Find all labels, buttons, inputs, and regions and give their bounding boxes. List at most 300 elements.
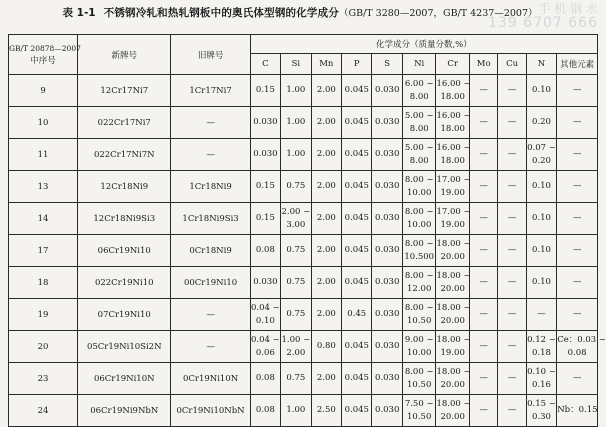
cell-old: 00Cr19Ni10 [171, 267, 250, 299]
cell-value: — [479, 373, 488, 383]
cell-value: — [479, 85, 488, 95]
cell-mo [469, 203, 497, 235]
cell-p [342, 107, 372, 139]
cell-value: 19.00 [440, 219, 465, 230]
cell-other [557, 235, 598, 267]
cell-c [250, 363, 280, 395]
cell-value: 0.045 [344, 213, 369, 223]
cell-value: 1.00 [286, 117, 306, 127]
cell-c [250, 107, 280, 139]
cell-value: 0.04 ~ [251, 334, 280, 345]
header-old-grade: 旧牌号 [171, 35, 250, 75]
cell-value: — [479, 149, 488, 159]
cell-other [557, 331, 606, 363]
cell-value: 19.00 [440, 187, 465, 198]
cell-value: — [507, 373, 517, 383]
cell-value: — [479, 181, 488, 191]
cell-cr [436, 139, 470, 171]
cell-mo [469, 363, 497, 395]
cell-seq: 9 [9, 75, 78, 107]
cell-value: 2.00 [316, 85, 336, 95]
cell-c [250, 75, 280, 107]
cell-value: 9.00 ~ [404, 334, 434, 345]
cell-value: 0.030 [375, 405, 400, 415]
table-body [9, 75, 606, 427]
cell-seq: 23 [9, 363, 78, 395]
cell-value: 0.10 ~ [527, 366, 556, 377]
cell-cr [436, 395, 470, 427]
cell-value: 0.12 ~ [527, 334, 556, 345]
cell-other [557, 299, 598, 331]
cell-value: 0.08 [255, 405, 275, 415]
cell-value: 18.00 [440, 91, 465, 102]
cell-p [342, 299, 372, 331]
cell-si [281, 395, 311, 427]
cell-si [281, 235, 311, 267]
cell-n [526, 395, 556, 427]
cell-value: 0.045 [344, 373, 369, 383]
header-seq [9, 35, 81, 75]
cell-value: 0.045 [344, 245, 369, 255]
cell-cu [498, 299, 526, 331]
cell-s [372, 331, 402, 363]
cell-cr [436, 203, 470, 235]
cell-new: 022Cr17Ni7N [78, 139, 171, 171]
cell-value: 18.00 ~ [436, 270, 471, 281]
watermark-phone: 139 6707 666 [488, 15, 598, 31]
cell-mn [311, 107, 341, 139]
cell-value: — [572, 309, 582, 319]
cell-si [281, 107, 311, 139]
cell-value: 8.00 ~ [404, 206, 434, 217]
cell-other [557, 363, 598, 395]
cell-mo [469, 107, 497, 139]
cell-cr [436, 75, 470, 107]
table-row [9, 235, 598, 267]
cell-value: 8.00 ~ [404, 302, 434, 313]
header-element: 其他元素 [557, 54, 598, 75]
cell-value: 10.50 [407, 315, 432, 326]
cell-mo [469, 299, 497, 331]
cell-value: 16.00 ~ [436, 78, 471, 89]
table-row [9, 139, 598, 171]
cell-new: 06Cr19Ni10 [78, 235, 171, 267]
cell-value: 0.030 [375, 341, 400, 351]
cell-n [526, 267, 556, 299]
cell-value: — [507, 245, 517, 255]
table-caption [0, 3, 600, 23]
cell-p [342, 203, 372, 235]
cell-value: 0.08 [255, 245, 275, 255]
cell-value: — [507, 341, 517, 351]
cell-c [250, 203, 280, 235]
cell-cu [498, 267, 526, 299]
cell-seq: 11 [9, 139, 78, 171]
cell-ni [402, 299, 436, 331]
cell-value: 0.08 [255, 373, 275, 383]
cell-value: 0.75 [286, 277, 306, 287]
cell-new: 06Cr19Ni10N [78, 363, 171, 395]
header-seq-line2: 中序号 [30, 55, 56, 66]
cell-s [372, 395, 402, 427]
cell-value: 8.00 ~ [404, 366, 434, 377]
cell-value: 0.10 [532, 277, 551, 287]
cell-value: 8.00 ~ [404, 174, 434, 185]
cell-value: 2.50 [316, 405, 336, 415]
cell-p [342, 395, 372, 427]
cell-s [372, 235, 402, 267]
cell-mo [469, 75, 497, 107]
cell-n [526, 171, 556, 203]
cell-value: 20.00 [440, 411, 465, 422]
cell-value: — [572, 181, 582, 191]
header-element: Cu [498, 54, 526, 75]
cell-p [342, 139, 372, 171]
cell-old: — [171, 139, 250, 171]
cell-s [372, 267, 402, 299]
header-element: Si [281, 54, 311, 75]
cell-cu [498, 107, 526, 139]
header-element: Mn [311, 54, 341, 75]
cell-value: 2.00 [316, 117, 336, 127]
cell-value: 0.030 [375, 85, 400, 95]
cell-value: 0.030 [375, 373, 400, 383]
cell-cr [436, 331, 470, 363]
cell-value: — [572, 85, 582, 95]
cell-p [342, 331, 372, 363]
cell-seq: 20 [9, 331, 78, 363]
cell-value: 0.10 [255, 315, 275, 326]
cell-value: 0.15 [255, 85, 275, 95]
cell-ni [402, 75, 436, 107]
cell-si [281, 363, 311, 395]
cell-value: 0.75 [286, 181, 306, 191]
cell-mo [469, 171, 497, 203]
cell-mn [311, 171, 341, 203]
cell-value: 0.10 [532, 213, 551, 223]
cell-s [372, 75, 402, 107]
cell-n [526, 139, 556, 171]
cell-mn [311, 331, 341, 363]
table-row [9, 171, 598, 203]
cell-cr [436, 107, 470, 139]
cell-p [342, 267, 372, 299]
cell-value: 1.00 ~ [281, 334, 311, 345]
cell-seq: 24 [9, 395, 78, 427]
cell-new: 12Cr18Ni9 [78, 171, 171, 203]
cell-value: 20.00 [440, 251, 465, 262]
cell-cu [498, 235, 526, 267]
cell-old: 1Cr18Ni9 [171, 171, 250, 203]
cell-value: 7.50 ~ [404, 398, 434, 409]
cell-old: 1Cr17Ni7 [171, 75, 250, 107]
cell-other [557, 203, 598, 235]
cell-value: 5.00 ~ [404, 110, 434, 121]
cell-ni [402, 267, 436, 299]
cell-cu [498, 75, 526, 107]
cell-cu [498, 331, 526, 363]
cell-mn [311, 139, 341, 171]
cell-s [372, 299, 402, 331]
table-row [9, 299, 598, 331]
cell-value: 0.75 [286, 373, 306, 383]
cell-value: 0.75 [286, 245, 306, 255]
cell-c [250, 395, 280, 427]
cell-value: 0.045 [344, 181, 369, 191]
cell-seq: 14 [9, 203, 78, 235]
header-element: P [342, 54, 372, 75]
cell-ni [402, 331, 436, 363]
cell-c [250, 299, 280, 331]
cell-other [557, 107, 598, 139]
cell-old: 0Cr19Ni10N [171, 363, 250, 395]
cell-value: 3.00 [286, 219, 306, 230]
header-new-grade: 新牌号 [78, 35, 171, 75]
cell-ni [402, 395, 436, 427]
cell-value: — [479, 117, 488, 127]
cell-value: — [537, 309, 546, 319]
composition-table [8, 34, 606, 427]
cell-value: 2.00 [316, 213, 336, 223]
cell-seq: 13 [9, 171, 78, 203]
cell-n [526, 299, 556, 331]
cell-value: 0.045 [344, 341, 369, 351]
cell-value: 0.030 [375, 149, 400, 159]
cell-value: 0.15 [255, 181, 275, 191]
cell-si [281, 299, 311, 331]
cell-old: 0Cr19Ni10NbN [171, 395, 250, 427]
cell-value: 10.50 [407, 411, 432, 422]
cell-new: 022Cr19Ni10 [78, 267, 171, 299]
cell-value: 0.030 [375, 213, 400, 223]
cell-ni [402, 363, 436, 395]
cell-value: 18.00 ~ [436, 334, 471, 345]
cell-value: 17.00 ~ [436, 206, 471, 217]
table-standards: （GB/T 3280—2007，GB/T 4237—2007） [339, 8, 538, 19]
cell-value: 0.10 [532, 245, 551, 255]
cell-value: — [572, 373, 582, 383]
cell-value: — [572, 149, 582, 159]
cell-mo [469, 235, 497, 267]
cell-value: 18.00 [440, 155, 465, 166]
cell-value: 0.06 [255, 347, 275, 358]
cell-n [526, 331, 556, 363]
cell-s [372, 139, 402, 171]
cell-value: 20.00 [440, 283, 465, 294]
cell-value: 18.00 ~ [436, 302, 471, 313]
cell-mn [311, 267, 341, 299]
cell-value: 2.00 [316, 309, 336, 319]
cell-value: 0.18 [532, 347, 551, 358]
table-row [9, 331, 598, 363]
cell-cu [498, 363, 526, 395]
cell-si [281, 171, 311, 203]
cell-cr [436, 363, 470, 395]
cell-value: 1.00 [286, 149, 306, 159]
cell-value: 0.30 [532, 411, 551, 422]
watermark-text: 手 机 钢 水 [538, 2, 598, 16]
cell-value: 0.16 [532, 379, 551, 390]
cell-value: — [507, 405, 517, 415]
cell-value: — [479, 245, 488, 255]
cell-value: 0.20 [532, 155, 551, 166]
cell-value: — [507, 117, 517, 127]
cell-old: 1Cr18Ni9Si3 [171, 203, 250, 235]
cell-value: 0.10 [532, 181, 551, 191]
cell-value: — [479, 341, 488, 351]
cell-si [281, 139, 311, 171]
cell-value: 16.00 ~ [436, 110, 471, 121]
cell-value: — [507, 213, 517, 223]
cell-value: 2.00 [316, 277, 336, 287]
cell-value: 8.00 [409, 155, 429, 166]
cell-value: — [572, 213, 582, 223]
cell-value: 18.00 ~ [436, 238, 471, 249]
cell-mo [469, 331, 497, 363]
table-row [9, 363, 598, 395]
cell-new: 06Cr19Ni9NbN [78, 395, 171, 427]
cell-value: 0.045 [344, 85, 369, 95]
cell-value: 0.030 [253, 277, 278, 287]
cell-cr [436, 299, 470, 331]
cell-cr [436, 171, 470, 203]
table-row [9, 75, 598, 107]
cell-value: 19.00 [440, 347, 465, 358]
cell-value: — [479, 405, 488, 415]
cell-value: 2.00 ~ [281, 206, 311, 217]
cell-value: 8.00 ~ [404, 238, 434, 249]
cell-value: 0.030 [375, 117, 400, 127]
cell-s [372, 363, 402, 395]
cell-value: — [572, 245, 582, 255]
cell-value: — [507, 309, 517, 319]
cell-n [526, 107, 556, 139]
cell-value: 0.80 [316, 341, 336, 351]
cell-ni [402, 203, 436, 235]
cell-value: 8.00 ~ [404, 270, 434, 281]
cell-value: 0.15 ~ [527, 398, 556, 409]
cell-value: 8.00 [409, 91, 429, 102]
cell-value: 16.00 ~ [436, 142, 471, 153]
cell-value: 18.00 ~ [436, 398, 471, 409]
cell-cu [498, 203, 526, 235]
cell-n [526, 235, 556, 267]
cell-value: 0.030 [375, 277, 400, 287]
cell-value: 6.00 ~ [404, 78, 434, 89]
cell-value: 17.00 ~ [436, 174, 471, 185]
cell-old: — [171, 331, 250, 363]
cell-value: 12.00 [407, 283, 432, 294]
cell-value: — [479, 277, 488, 287]
cell-value: 0.20 [532, 117, 551, 127]
header-composition: 化学成分（质量分数,%） [250, 35, 597, 54]
cell-value: — [572, 277, 582, 287]
cell-value: 0.045 [344, 149, 369, 159]
cell-mn [311, 363, 341, 395]
cell-value: 2.00 [286, 347, 306, 358]
cell-seq: 10 [9, 107, 78, 139]
table-row [9, 203, 598, 235]
cell-ni [402, 107, 436, 139]
cell-mn [311, 395, 341, 427]
cell-cu [498, 139, 526, 171]
cell-si [281, 75, 311, 107]
cell-new: 12Cr17Ni7 [78, 75, 171, 107]
cell-mo [469, 395, 497, 427]
cell-ni [402, 139, 436, 171]
cell-s [372, 171, 402, 203]
cell-mn [311, 235, 341, 267]
cell-n [526, 75, 556, 107]
cell-mn [311, 203, 341, 235]
cell-value: 0.15 [255, 213, 275, 223]
cell-value: 0.045 [344, 405, 369, 415]
cell-cr [436, 267, 470, 299]
cell-other [557, 267, 598, 299]
cell-value: 0.07 ~ [527, 142, 556, 153]
cell-new: 05Cr19Ni10Si2N [78, 331, 171, 363]
cell-value: 10.00 [407, 347, 432, 358]
cell-value: 20.00 [440, 315, 465, 326]
header-element: C [250, 54, 280, 75]
cell-value: 10.50 [407, 379, 432, 390]
cell-p [342, 171, 372, 203]
cell-value: 0.045 [344, 117, 369, 127]
cell-value: 18.00 ~ [436, 366, 471, 377]
cell-other [557, 395, 598, 427]
cell-mo [469, 139, 497, 171]
cell-c [250, 267, 280, 299]
cell-cu [498, 171, 526, 203]
cell-c [250, 331, 280, 363]
cell-s [372, 107, 402, 139]
cell-value: 0.030 [375, 245, 400, 255]
cell-si [281, 331, 311, 363]
cell-ni [402, 235, 436, 267]
cell-value: 0.030 [375, 181, 400, 191]
header-element: S [372, 54, 402, 75]
cell-value: 0.75 [286, 309, 306, 319]
cell-value: 2.00 [316, 149, 336, 159]
table-title: 不锈钢冷轧和热轧钢板中的奥氏体型钢的化学成分 [103, 7, 340, 19]
cell-cu [498, 395, 526, 427]
table-number: 表 1-1 [62, 7, 96, 19]
cell-new: 12Cr18Ni9Si3 [78, 203, 171, 235]
cell-value: 0.10 [532, 85, 551, 95]
cell-ni [402, 171, 436, 203]
cell-new: 07Cr19Ni10 [78, 299, 171, 331]
cell-value: 1.00 [286, 405, 306, 415]
cell-other [557, 75, 598, 107]
cell-cr [436, 235, 470, 267]
table-row [9, 267, 598, 299]
cell-value: — [507, 277, 517, 287]
cell-value: — [507, 149, 517, 159]
cell-value: 2.00 [316, 181, 336, 191]
cell-p [342, 235, 372, 267]
cell-value: 10.500 [404, 251, 435, 262]
cell-value: 0.030 [375, 309, 400, 319]
cell-value: — [479, 309, 488, 319]
cell-n [526, 363, 556, 395]
cell-value: 0.030 [253, 149, 278, 159]
cell-c [250, 171, 280, 203]
cell-value: 18.00 [440, 123, 465, 134]
cell-old: — [171, 107, 250, 139]
cell-mn [311, 299, 341, 331]
header-element: N [526, 54, 556, 75]
table-row [9, 107, 598, 139]
